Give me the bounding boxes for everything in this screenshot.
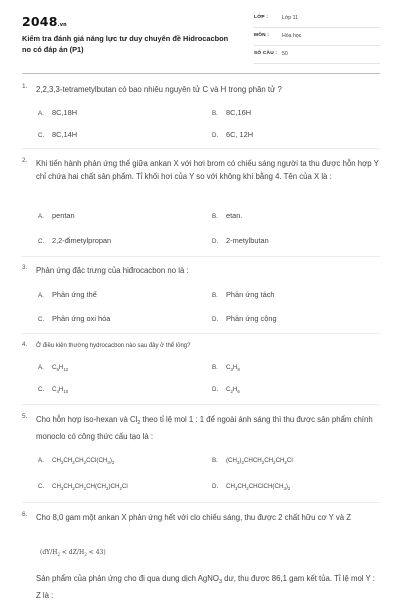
option-a[interactable]: A. Phản ứng thế [38,290,97,299]
question-text: Phản ứng đặc trưng của hiđrocacbon no là : [36,266,189,275]
option-b[interactable]: B. etan. [212,211,243,220]
question-text: Ở điều kiện thường hydrocacbon nào sau đây ở thể lỏng? [36,343,191,349]
formula: $CH_3CH_2CH_2CCl(CH_3)_2$ [52,457,115,465]
option-b[interactable]: B. $(CH_3)_2CHCH_2CH_2CH_2Cl$ [212,457,293,465]
question-divider [22,333,380,334]
option-c[interactable]: C. $C_4H_{10}$ [38,386,69,394]
option-c[interactable]: C. 2,2-đimetylpropan [38,236,112,245]
meta-subject: MÔN : Hóa học [254,31,380,46]
option-b[interactable]: B. 8C,16H [212,108,252,117]
option-a[interactable]: A. pentan [38,211,75,220]
question-text: Cho 8,0 gam một ankan X phản ứng hết với clo chiếu sáng, thu được 2 chất hữu cơ Y và Z [36,513,352,522]
document-meta [254,13,380,67]
header-divider [22,73,380,74]
question-divider [22,404,380,405]
option-d[interactable]: D. 6C, 12H [212,130,254,139]
option-c[interactable]: C. 8C,14H [38,130,78,139]
document-header [0,0,400,70]
formula: $C_5H_{12}$ [52,364,69,372]
option-b[interactable]: B. Phản ứng tách [212,290,275,299]
formula: $CH_3CH_2CHClCH(CH_3)_2$ [226,483,291,491]
option-d[interactable]: D. Phản ứng cộng [212,314,277,323]
formula: $CH_3CH_2CH_2CH(CH_3)CH_2Cl$ [52,483,128,491]
formula: $C_3H_8$ [226,364,240,372]
option-d[interactable]: D. 2-metylbutan [212,236,269,245]
meta-class: LỚP : Lớp 11 [254,13,380,28]
page-title: Kiểm tra đánh giá năng lực tư duy chuyên đề Hidrocacbon no có đáp án (P1) [22,34,229,54]
formula: $(CH_3)_2CHCH_2CH_2CH_2Cl$ [226,457,293,465]
question-text: Cho hỗn hợp iso-hexan và $Cl_2$ theo tỉ lệ mol 1 : 1 để ngoài ánh sáng thì thu được sản phẩm chính monoclo có công thức cấu tạo là : [36,415,373,441]
site-logo[interactable]: 2048.vn [22,14,67,29]
question-divider [22,256,380,257]
option-c[interactable]: C. $CH_3CH_2CH_2CH(CH_3)CH_2Cl$ [38,483,128,491]
question-divider [22,148,380,149]
question-divider [22,502,380,503]
option-d[interactable]: D. $C_2H_6$ [212,386,240,394]
formula: $C_4H_{10}$ [52,386,69,394]
option-c[interactable]: C. Phản ứng oxi hóa [38,314,111,323]
option-d[interactable]: D. $CH_3CH_2CHClCH(CH_3)_2$ [212,483,291,491]
density-formula: $(dY/H_2 < dZ/H_2 < 43)$ [40,549,106,557]
question-text: Khi tiến hành phản ứng thế giữa ankan X với hơi brom có chiếu sáng người ta thu được hỗn hợp Y chỉ chứa hai chất sản phẩm. Tỉ khối hơi của Y so với không khí bằng 4. Tên của X là : [36,159,379,181]
option-a[interactable]: A. $CH_3CH_2CH_2CCl(CH_3)_2$ [38,457,115,465]
question-text: 2,2,3,3-tetrametylbutan có bao nhiêu nguyên tử C và H trong phân tử ? [36,85,282,94]
formula: $C_2H_6$ [226,386,240,394]
meta-question-count: SỐ CÂU : 50 [254,49,380,64]
option-a[interactable]: A. 8C,18H [38,108,78,117]
option-b[interactable]: B. $C_3H_8$ [212,364,240,372]
question-text: Sản phẩm của phản ứng cho đi qua dung dịch AgNO$_3$ dư, thu được 86,1 gam kết tủa. Tỉ lệ mol Y : Z là : [36,574,375,600]
option-a[interactable]: A. $C_5H_{12}$ [38,364,69,372]
